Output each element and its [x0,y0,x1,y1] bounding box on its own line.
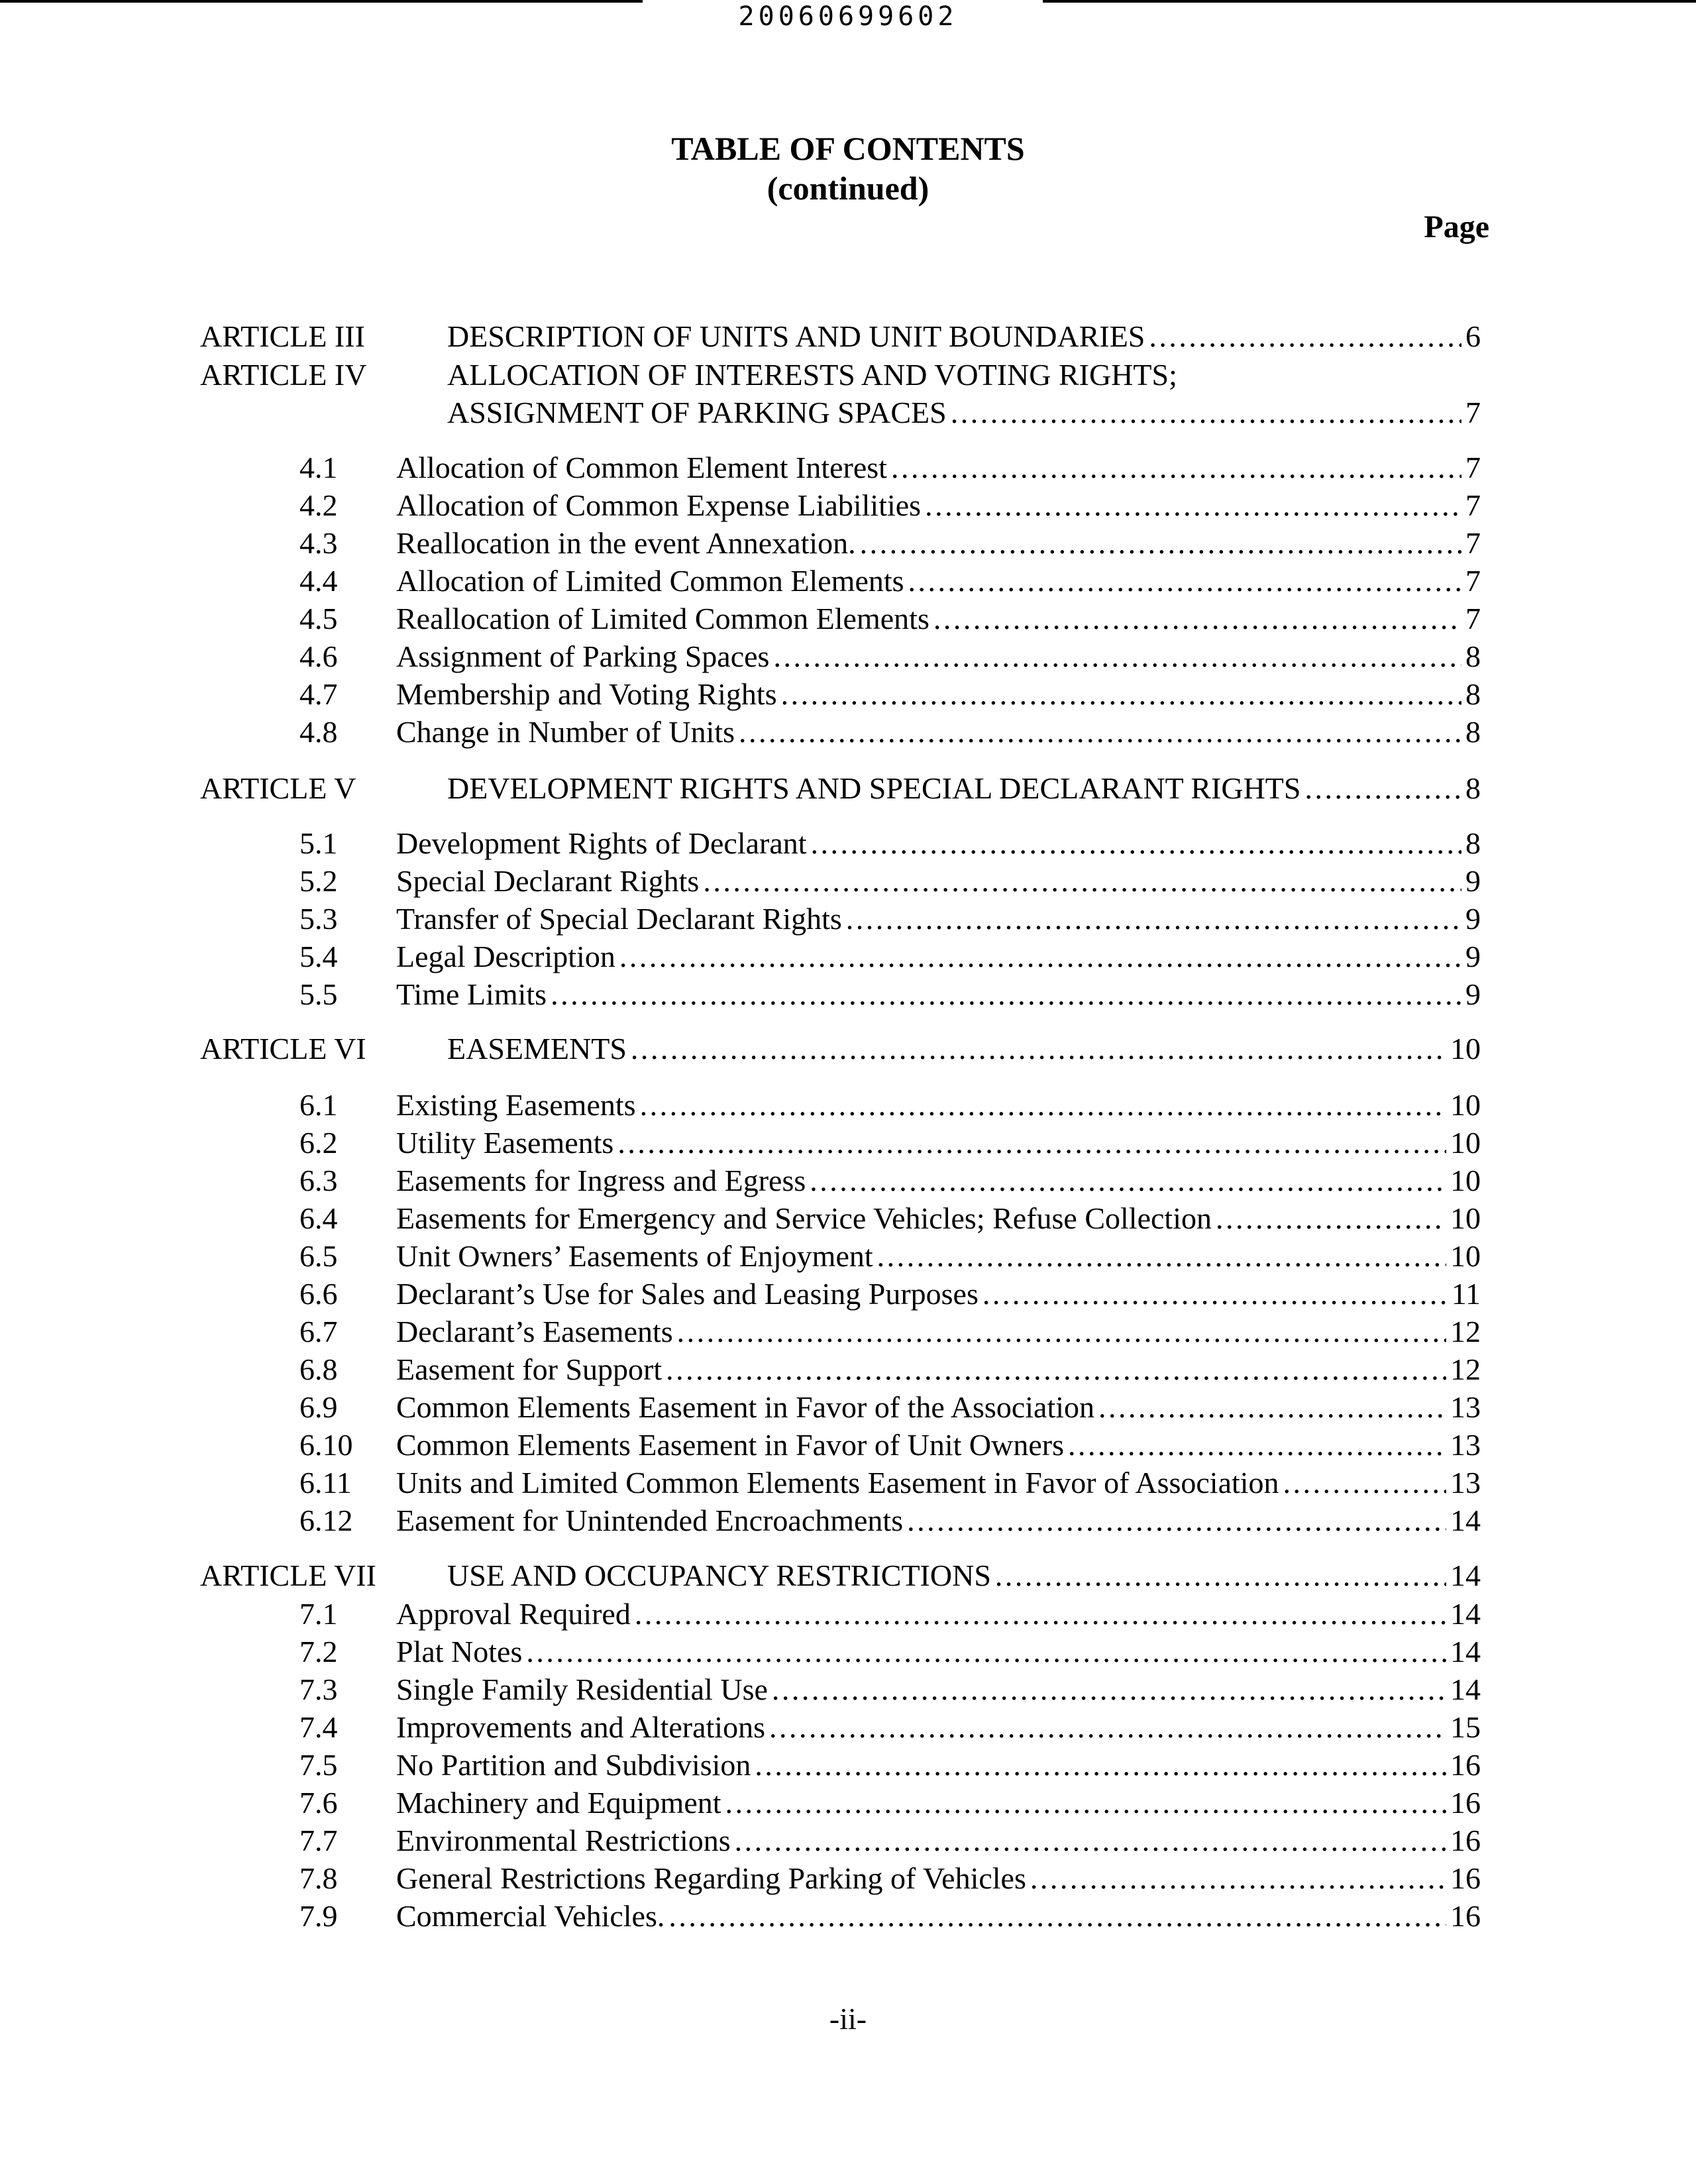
dot-leader [635,1596,1446,1633]
toc-section-row [0,449,1696,486]
article-number: ARTICLE IV [200,358,367,392]
section-title: Single Family Residential Use [396,1672,768,1706]
page-number-ref: 13 [1450,1428,1481,1462]
dot-leader [668,1898,1446,1935]
dot-leader [1304,770,1461,807]
toc-section-row [0,938,1696,975]
article-title: EASEMENTS [447,1032,627,1065]
section-number: 4.8 [299,715,338,749]
section-number: 7.1 [299,1597,338,1631]
dot-leader [617,1124,1446,1162]
section-number: 4.3 [299,526,338,560]
page-number-ref: 8 [1465,826,1481,860]
toc-section-row [0,1671,1696,1708]
toc-entry[interactable] [447,770,1481,807]
section-number: 4.2 [299,488,338,522]
article-number: ARTICLE VII [200,1558,376,1592]
section-title: Transfer of Special Declarant Rights [396,902,842,936]
toc-entry[interactable] [396,714,1481,751]
toc-entry[interactable] [396,1502,1481,1539]
section-number: 7.5 [299,1748,338,1782]
page-number-ref: 9 [1465,902,1481,936]
section-number: 6.2 [299,1126,338,1160]
toc-section-row [0,487,1696,524]
dot-leader [811,825,1461,862]
section-title: Development Rights of Declarant [396,826,807,860]
page-number-ref: 7 [1465,451,1481,484]
dot-leader [860,525,1461,562]
toc-section-row [0,1238,1696,1275]
toc-section-row [0,1276,1696,1313]
section-number: 6.7 [299,1315,338,1348]
page-number-ref: 15 [1450,1710,1481,1744]
toc-entry[interactable] [396,1898,1481,1935]
toc-entry[interactable] [396,1389,1481,1426]
page-number-ref: 8 [1465,677,1481,711]
section-title: Common Elements Easement in Favor of the Association [396,1390,1095,1424]
toc-entry[interactable] [396,1276,1481,1313]
toc-section-row [0,1351,1696,1388]
section-number: 7.9 [299,1899,338,1933]
section-title: Declarant’s Use for Sales and Leasing Purposes [396,1277,979,1311]
page-number-ref: 11 [1451,1277,1481,1311]
article-title: DEVELOPMENT RIGHTS AND SPECIAL DECLARANT RIGHTS [447,771,1301,805]
section-number: 6.6 [299,1277,338,1311]
toc-entry[interactable] [396,976,1481,1013]
section-number: 4.7 [299,677,338,711]
dot-leader [755,1747,1446,1784]
dot-leader [1149,318,1461,355]
section-title: Easement for Support [396,1352,662,1386]
toc-entry[interactable] [396,1162,1481,1199]
section-title: Allocation of Limited Common Elements [396,564,904,598]
section-title: Easement for Unintended Encroachments [396,1503,904,1537]
dot-leader [781,676,1461,713]
toc-entry[interactable] [396,563,1481,600]
section-number: 5.5 [299,977,338,1011]
section-number: 4.6 [299,639,338,673]
article-number: ARTICLE V [200,771,356,805]
dot-leader [925,487,1461,524]
toc-entry[interactable] [396,1087,1481,1124]
toc-section-row [0,1464,1696,1502]
section-title: Approval Required [396,1597,631,1631]
section-number: 6.10 [299,1428,353,1462]
toc-entry[interactable] [396,901,1481,938]
dot-leader [772,1671,1446,1708]
toc-section-row [0,1633,1696,1670]
section-number: 4.4 [299,564,338,598]
section-title: Common Elements Easement in Favor of Unit Owners [396,1428,1065,1462]
dot-leader [526,1633,1446,1670]
page-number-ref: 9 [1465,940,1481,973]
toc-entry[interactable] [396,449,1481,486]
dot-leader [1068,1427,1446,1464]
section-number: 7.4 [299,1710,338,1744]
toc-section-row [0,1784,1696,1822]
section-title: Declarant’s Easements [396,1315,673,1348]
page-number-ref: 14 [1450,1597,1481,1631]
section-number: 6.3 [299,1164,338,1197]
dot-leader [877,1238,1446,1275]
article-title-line1: ALLOCATION OF INTERESTS AND VOTING RIGHTS; [447,358,1177,392]
toc-entry[interactable] [396,1671,1481,1708]
page-number-ref: 10 [1450,1239,1481,1273]
toc-entry[interactable] [396,1709,1481,1746]
page-number-ref: 7 [1465,526,1481,560]
toc-section-row [0,1087,1696,1124]
article-number: ARTICLE III [200,319,365,353]
dot-leader [619,938,1461,975]
toc-entry[interactable] [396,600,1481,637]
toc-article-row [0,770,1696,807]
toc-section-row [0,901,1696,938]
section-number: 7.2 [299,1635,338,1668]
dot-leader [933,600,1461,637]
section-number: 6.4 [299,1201,338,1235]
toc-entry[interactable] [396,676,1481,713]
toc-section-row [0,1898,1696,1935]
toc-section-row [0,1596,1696,1633]
page-number-ref: 16 [1450,1786,1481,1820]
dot-leader [891,449,1461,486]
toc-section-row [0,1427,1696,1464]
dot-leader [725,1784,1446,1822]
toc-section-row [0,976,1696,1013]
section-number: 7.3 [299,1672,338,1706]
page-number-ref: 16 [1450,1899,1481,1933]
page-number-ref: 14 [1450,1558,1481,1592]
toc-entry[interactable] [396,1238,1481,1275]
section-title: Easements for Emergency and Service Vehicles; Refuse Collection [396,1201,1212,1235]
dot-leader [810,1162,1446,1199]
page-number-ref: 8 [1465,771,1481,805]
section-number: 5.4 [299,940,338,973]
toc-entry[interactable] [396,1427,1481,1464]
section-title: Allocation of Common Element Interest [396,451,887,484]
document-number: 20060699602 [738,1,958,32]
section-title: Legal Description [396,940,615,973]
toc-section-row [0,676,1696,713]
page-number-ref: 6 [1465,319,1481,353]
section-title: Time Limits [396,977,547,1011]
dot-leader [846,901,1461,938]
page-number-ref: 14 [1450,1672,1481,1706]
dot-leader [1216,1200,1446,1237]
toc-entry[interactable] [396,1633,1481,1670]
page-number-ref: 10 [1450,1032,1481,1065]
toc-entry[interactable] [396,1313,1481,1350]
toc-entry[interactable] [396,1747,1481,1784]
toc-entry[interactable] [396,525,1481,562]
section-number: 5.3 [299,902,338,936]
section-title: Reallocation of Limited Common Elements [396,602,929,635]
toc-entry[interactable] [396,487,1481,524]
page-number-ref: 9 [1465,864,1481,898]
section-number: 7.6 [299,1786,338,1820]
section-number: 6.1 [299,1088,338,1122]
dot-leader [951,394,1461,431]
toc-entry[interactable] [447,1557,1481,1594]
page-number-ref: 7 [1465,564,1481,598]
toc-section-row [0,1502,1696,1539]
toc-entry[interactable] [447,318,1481,355]
toc-section-row [0,525,1696,562]
toc-section-row [0,1200,1696,1237]
page-column-label: Page [1424,209,1489,245]
dot-leader [1098,1389,1446,1426]
toc-article-row [0,1557,1696,1594]
dot-leader [735,1822,1446,1859]
page-number-ref: 7 [1465,488,1481,522]
toc-entry[interactable] [396,1351,1481,1388]
toc-entry[interactable] [396,863,1481,900]
section-title: Improvements and Alterations [396,1710,765,1744]
section-title: General Restrictions Regarding Parking of Vehicles [396,1861,1026,1895]
page-number-ref: 13 [1450,1390,1481,1424]
section-title: Units and Limited Common Elements Easement in Favor of Association [396,1466,1279,1500]
section-number: 6.8 [299,1352,338,1386]
dot-leader [703,863,1461,900]
dot-leader [907,1502,1446,1539]
page-number-ref: 10 [1450,1201,1481,1235]
toc-section-row [0,714,1696,751]
toc-article-row [0,1030,1696,1067]
section-title: Utility Easements [396,1126,614,1160]
page-number-ref: 9 [1465,977,1481,1011]
section-number: 6.5 [299,1239,338,1273]
toc-section-row [0,600,1696,637]
toc-section-row [0,1860,1696,1897]
toc-entry[interactable] [396,1200,1481,1237]
page-number-ref: 10 [1450,1164,1481,1197]
section-title: Unit Owners’ Easements of Enjoyment [396,1239,873,1273]
dot-leader [631,1030,1446,1067]
page-number: -ii- [829,2002,867,2036]
section-number: 4.5 [299,602,338,635]
toc-title: TABLE OF CONTENTS [671,130,1025,167]
page-number-ref: 13 [1450,1466,1481,1500]
section-number: 7.8 [299,1861,338,1895]
section-title: Plat Notes [396,1635,523,1668]
toc-entry[interactable] [396,638,1481,675]
section-title: Change in Number of Units [396,715,735,749]
toc-entry[interactable] [396,938,1481,975]
toc-entry[interactable] [396,1124,1481,1162]
section-number: 6.12 [299,1503,353,1537]
dot-leader [982,1276,1448,1313]
dot-leader [677,1313,1446,1350]
toc-section-row [0,1822,1696,1859]
article-title: DESCRIPTION OF UNITS AND UNIT BOUNDARIES [447,319,1145,353]
page-number-ref: 7 [1465,396,1481,429]
dot-leader [1030,1860,1446,1897]
toc-entry[interactable] [447,394,1481,431]
toc-section-row [0,863,1696,900]
section-number: 5.2 [299,864,338,898]
page-number-ref: 16 [1450,1824,1481,1857]
dot-leader [739,714,1461,751]
toc-section-row [0,1124,1696,1162]
section-title: Machinery and Equipment [396,1786,721,1820]
section-title: Environmental Restrictions [396,1824,731,1857]
toc-article-row-continued [0,394,1696,431]
toc-section-row [0,638,1696,675]
toc-section-row [0,563,1696,600]
section-title: No Partition and Subdivision [396,1748,751,1782]
dot-leader [908,563,1461,600]
page-number-ref: 12 [1450,1315,1481,1348]
toc-entry[interactable] [396,1784,1481,1822]
section-title: Special Declarant Rights [396,864,700,898]
toc-section-row [0,1162,1696,1199]
section-number: 7.7 [299,1824,338,1857]
dot-leader [551,976,1461,1013]
toc-section-row [0,1313,1696,1350]
toc-article-row [0,318,1696,355]
section-title: Easements for Ingress and Egress [396,1164,806,1197]
toc-article-row [0,356,1696,394]
dot-leader [995,1557,1446,1594]
dot-leader [666,1351,1446,1388]
toc-section-row [0,825,1696,862]
section-number: 5.1 [299,826,338,860]
section-title: Commercial Vehicles. [396,1899,665,1933]
page-number-ref: 10 [1450,1088,1481,1122]
dot-leader [1283,1464,1446,1502]
toc-subtitle: (continued) [767,170,929,207]
page-number-ref: 12 [1450,1352,1481,1386]
toc-section-row [0,1747,1696,1784]
toc-section-row [0,1389,1696,1426]
page-number-ref: 16 [1450,1748,1481,1782]
section-title: Assignment of Parking Spaces [396,639,770,673]
section-number: 6.11 [299,1466,352,1500]
toc-section-row [0,1709,1696,1746]
toc-entry[interactable] [396,1822,1481,1859]
section-number: 4.1 [299,451,338,484]
dot-leader [773,638,1461,675]
toc-entry[interactable] [447,1030,1481,1067]
section-title: Allocation of Common Expense Liabilities [396,488,922,522]
page-number-ref: 8 [1465,715,1481,749]
page-number-ref: 16 [1450,1861,1481,1895]
toc-entry[interactable] [396,1596,1481,1633]
dot-leader [640,1087,1446,1124]
article-title: USE AND OCCUPANCY RESTRICTIONS [447,1558,991,1592]
page-number-ref: 14 [1450,1635,1481,1668]
toc-entry[interactable] [396,1860,1481,1897]
section-title: Reallocation in the event Annexation. [396,526,856,560]
page-number-ref: 8 [1465,639,1481,673]
section-title: Membership and Voting Rights [396,677,777,711]
page-number-ref: 7 [1465,602,1481,635]
article-number: ARTICLE VI [200,1032,366,1065]
page-number-ref: 14 [1450,1503,1481,1537]
section-number: 6.9 [299,1390,338,1424]
toc-entry[interactable] [396,1464,1481,1502]
toc-entry[interactable] [396,825,1481,862]
article-title: ASSIGNMENT OF PARKING SPACES [447,396,947,429]
section-title: Existing Easements [396,1088,636,1122]
dot-leader [769,1709,1446,1746]
page-number-ref: 10 [1450,1126,1481,1160]
